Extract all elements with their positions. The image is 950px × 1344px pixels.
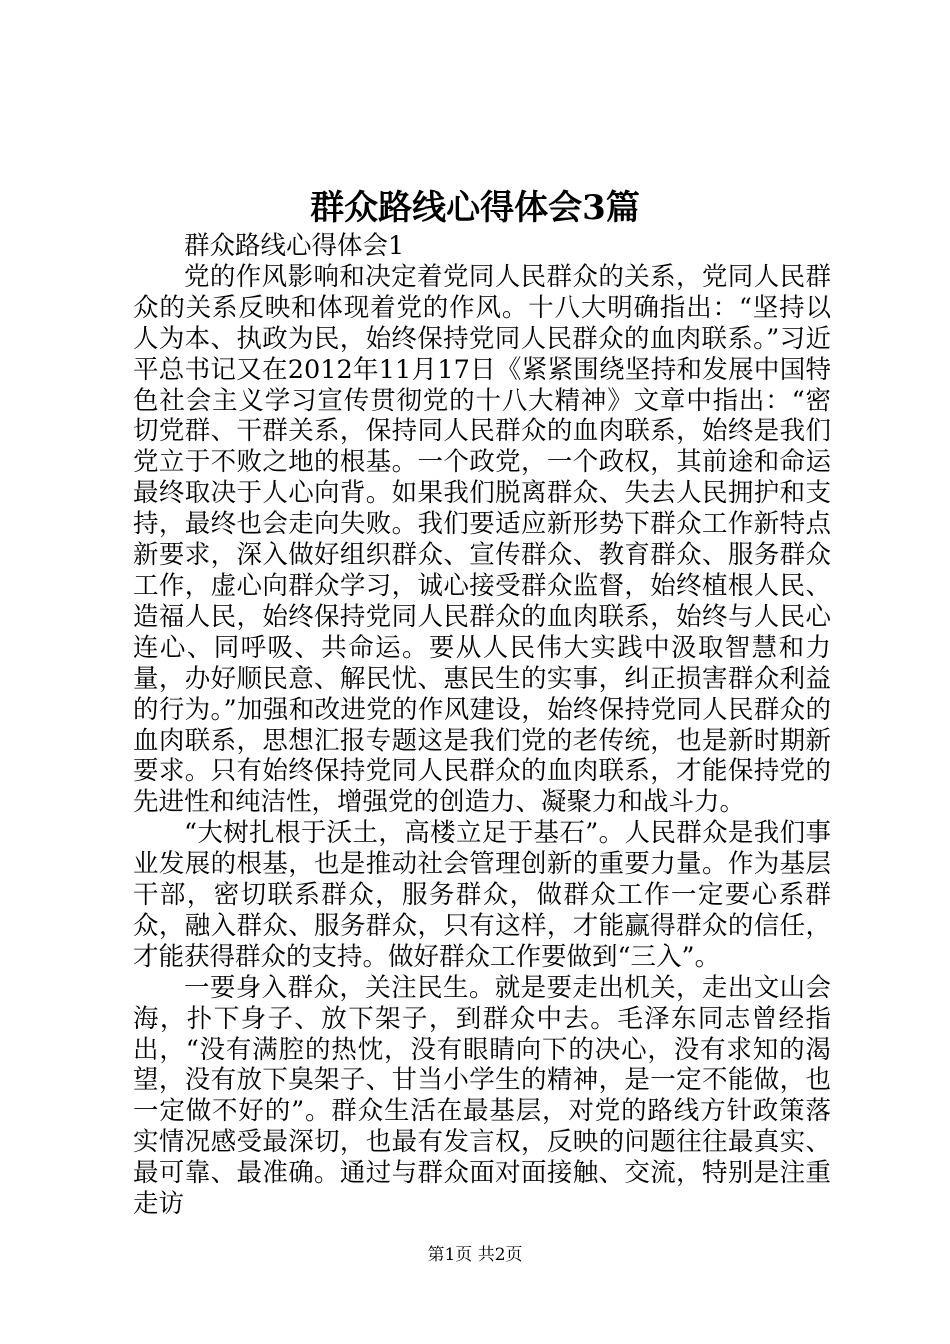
document-body <box>133 231 831 1220</box>
page-footer: 第1页 共2页 <box>427 1245 523 1265</box>
paragraph-2: “大树扎根于沃土，高楼立足于基石”。人民群众是我们事业发展的根基，也是推动社会管理创新的重要力量。作为基层干部，密切联系群众，服务群众，做群众工作一定要心系群众，融入群众、服务群众，只有这样，才能赢得群众的信任，才能获得群众的支持。做好群众工作要做到“三入”。 <box>133 818 831 972</box>
paragraph-1: 党的作风影响和决定着党同人民群众的关系，党同人民群众的关系反映和体现着党的作风。十八大明确指出：“坚持以人为本、执政为民，始终保持党同人民群众的血肉联系。”习近平总书记又在2012年11月17日《紧紧围绕坚持和发展中国特色社会主义学习宣传贯彻党的十八大精神》文章中指出：“密切党群、干群关系，保持同人民群众的血肉联系，始终是我们党立于不败之地的根基。一个政党，一个政权，其前途和命运最终取决于人心向背。如果我们脱离群众、失去人民拥护和支持，最终也会走向失败。我们要适应新形势下群众工作新特点新要求，深入做好组织群众、宣传群众、教育群众、服务群众工作，虚心向群众学习，诚心接受群众监督，始终植根人民、造福人民，始终保持党同人民群众的血肉联系，始终与人民心连心、同呼吸、共命运。要从人民伟大实践中汲取智慧和力量，办好顺民意、解民忧、惠民生的实事，纠正损害群众利益的行为。”加强和改进党的作风建设，始终保持党同人民群众的血肉联系，思想汇报专题这是我们党的老传统，也是新时期新要求。只有始终保持党同人民群众的血肉联系，才能保持党的先进性和纯洁性，增强党的创造力、凝聚力和战斗力。 <box>133 261 831 818</box>
paragraph-3: 一要身入群众，关注民生。就是要走出机关，走出文山会海，扑下身子、放下架子，到群众中去。毛泽东同志曾经指出，“没有满腔的热忱，没有眼睛向下的决心，没有求知的渴望，没有放下臭架子、甘当小学生的精神，是一定不能做，也一定做不好的”。群众生活在最基层，对党的路线方针政策落实情况感受最深切，也最有发言权，反映的问题往往最真实、最可靠、最准确。通过与群众面对面接触、交流，特别是注重走访 <box>133 972 831 1220</box>
section-heading: 群众路线心得体会1 <box>184 231 405 261</box>
document-title: 群众路线心得体会3篇 <box>310 188 640 228</box>
